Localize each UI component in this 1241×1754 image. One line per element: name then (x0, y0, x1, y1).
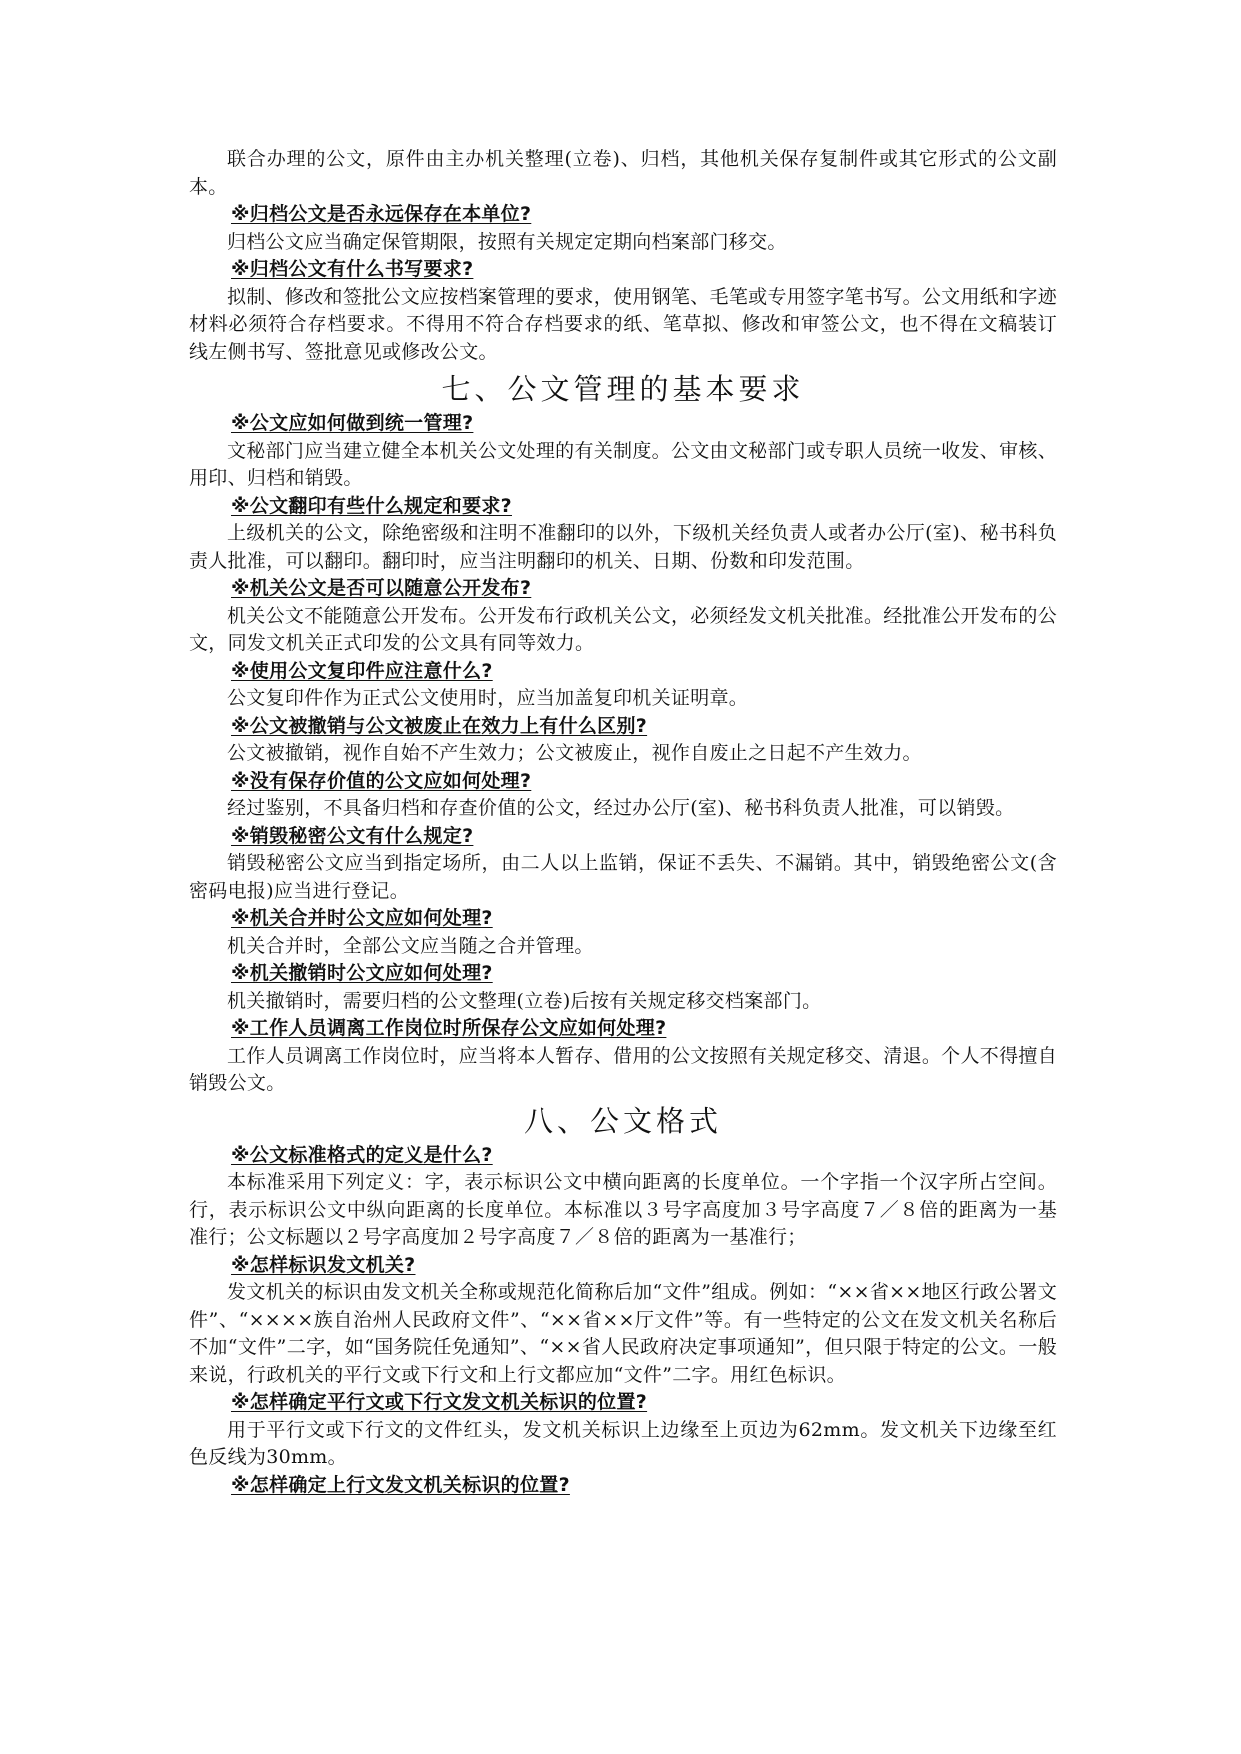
paragraph: 公文复印件作为正式公文使用时，应当加盖复印机关证明章。 (227, 687, 749, 709)
paragraph: 机关撤销时，需要归档的公文整理(立卷)后按有关规定移交档案部门。 (227, 989, 822, 1012)
question-heading: ※怎样确定上行文发文机关标识的位置? (231, 1473, 570, 1496)
question-heading: ※公文被撤销与公文被废止在效力上有什么区别? (231, 714, 648, 737)
paragraph: 机关合并时，全部公文应当随之合并管理。 (227, 934, 594, 957)
question-heading: ※归档公文有什么书写要求? (231, 258, 474, 280)
paragraph: 发文机关的标识由发文机关全称或规范化简称后加“文件”组成。例如：“××省××地区行政公署文件”、“××××族自治州人民政府文件”、“××省××厅文件”等。有一些特定的公文在发文机关名称后不加“文件”二字，如“国务院任免通知”、“××省人民政府决定事项通知”，但只限于特定的公文。一般来说，行政机关的平行文或下行文和上行文都应加“文件”二字。用红色标识。 (189, 1281, 1057, 1386)
paragraph: 文秘部门应当建立健全本机关公文处理的有关制度。公文由文秘部门或专职人员统一收发、审核、用印、归档和销毁。 (189, 439, 1057, 489)
paragraph: 销毁秘密公文应当到指定场所，由二人以上监销，保证不丢失、不漏销。其中，销毁绝密公文(含密码电报)应当进行登记。 (189, 852, 1057, 902)
question-heading: ※机关合并时公文应如何处理? (231, 907, 493, 929)
paragraph: 机关公文不能随意公开发布。公开发布行政机关公文，必须经发文机关批准。经批准公开发布的公文，同发文机关正式印发的公文具有同等效力。 (189, 604, 1057, 654)
paragraph: 公文被撤销，视作自始不产生效力；公文被废止，视作自废止之日起不产生效力。 (227, 742, 922, 764)
question-heading: ※销毁秘密公文有什么规定? (231, 824, 474, 847)
paragraph: 拟制、修改和签批公文应按档案管理的要求，使用钢笔、毛笔或专用签字笔书写。公文用纸和字迹材料必须符合存档要求。不得用不符合存档要求的纸、笔草拟、修改和审签公文，也不得在文稿装订线左侧书写、签批意见或修改公文。 (189, 285, 1057, 363)
paragraph: 用于平行文或下行文的文件红头，发文机关标识上边缘至上页边为62mm。发文机关下边缘至红色反线为30mm。 (189, 1418, 1057, 1468)
question-heading: ※公文标准格式的定义是什么? (231, 1143, 493, 1166)
question-heading: ※机关公文是否可以随意公开发布? (231, 577, 532, 599)
question-heading: ※没有保存价值的公文应如何处理? (231, 769, 532, 792)
question-heading: ※公文应如何做到统一管理? (231, 412, 474, 434)
question-heading: ※怎样标识发文机关? (231, 1253, 416, 1276)
paragraph: 经过鉴别，不具备归档和存查价值的公文，经过办公厅(室)、秘书科负责人批准，可以销毁。 (227, 797, 1015, 819)
question-heading: ※机关撤销时公文应如何处理? (231, 962, 493, 984)
question-heading: ※归档公文是否永远保存在本单位? (231, 203, 532, 225)
section-title: 八、公文格式 (523, 1103, 722, 1138)
paragraph: 联合办理的公文，原件由主办机关整理(立卷)、归档，其他机关保存复制件或其它形式的公文副本。 (189, 148, 1057, 198)
question-heading: ※工作人员调离工作岗位时所保存公文应如何处理? (231, 1017, 667, 1039)
paragraph: 上级机关的公文，除绝密级和注明不准翻印的以外，下级机关经负责人或者办公厅(室)、秘书科负责人批准，可以翻印。翻印时，应当注明翻印的机关、日期、份数和印发范围。 (189, 522, 1057, 572)
paragraph: 本标准采用下列定义：字，表示标识公文中横向距离的长度单位。一个字指一个汉字所占空间。行，表示标识公文中纵向距离的长度单位。本标准以３号字高度加３号字高度７／８倍的距离为一基准行；公文标题以２号字高度加２号字高度７／８倍的距离为一基准行； (189, 1171, 1057, 1248)
paragraph: 工作人员调离工作岗位时，应当将本人暂存、借用的公文按照有关规定移交、清退。个人不得擅自销毁公文。 (189, 1044, 1057, 1094)
document-page (189, 146, 1057, 1499)
question-heading: ※使用公文复印件应注意什么? (231, 659, 493, 682)
section-title: 七、公文管理的基本要求 (441, 372, 805, 406)
paragraph: 归档公文应当确定保管期限，按照有关规定定期向档案部门移交。 (227, 230, 787, 253)
question-heading: ※公文翻印有些什么规定和要求? (231, 494, 512, 517)
question-heading: ※怎样确定平行文或下行文发文机关标识的位置? (231, 1391, 648, 1413)
